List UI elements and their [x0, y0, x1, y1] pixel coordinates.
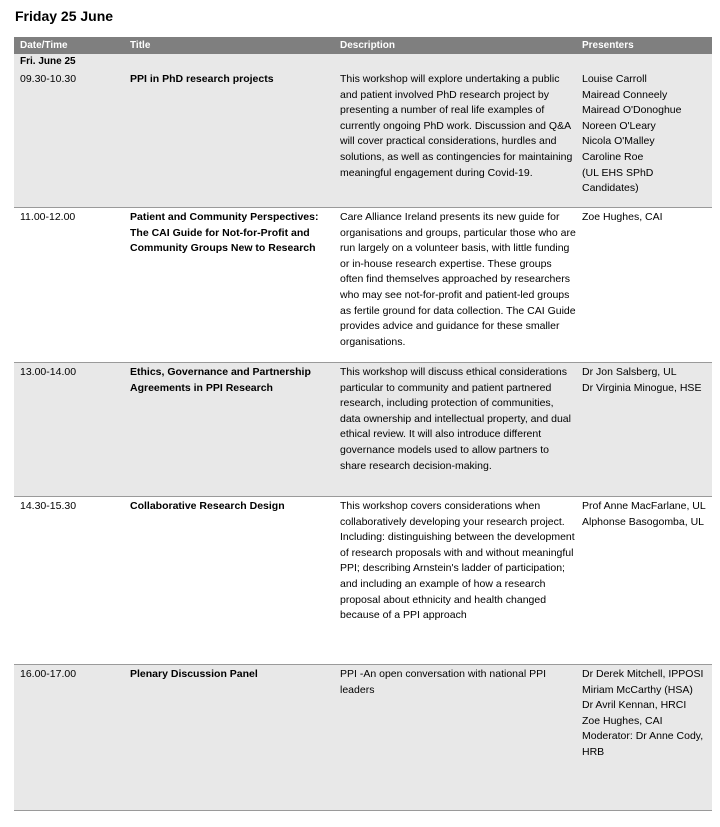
row-title: Patient and Community Perspectives: The CAI Guide for Not-for-Profit and Community Groups New to Research [130, 211, 319, 255]
row-title: Plenary Discussion Panel [130, 668, 258, 680]
row-title: Ethics, Governance and Partnership Agreements in PPI Research [130, 366, 311, 394]
page-title: Friday 25 June [15, 8, 114, 24]
table-row [14, 497, 712, 665]
table-row [14, 363, 712, 497]
table-row [14, 208, 712, 363]
schedule-table [14, 37, 712, 811]
day-row [14, 54, 712, 70]
row-time: 11.00-12.00 [20, 211, 76, 223]
row-description: This workshop will discuss ethical considerations particular to community and patient partnered research, including protection of communities, data ownership and intellectual property, and dual ethical review. It will also introduce different governance models used to allow partners to share research decision-making. [340, 366, 571, 472]
row-presenters: Zoe Hughes, CAI [582, 211, 663, 223]
row-title: Collaborative Research Design [130, 500, 285, 512]
row-presenters: Prof Anne MacFarlane, UL Alphonse Basogomba, UL [582, 500, 706, 528]
day-label: Fri. June 25 [20, 56, 76, 67]
header-date: Date/Time [20, 40, 68, 51]
header-presenters: Presenters [582, 40, 634, 51]
table-row [14, 665, 712, 811]
row-time: 13.00-14.00 [20, 366, 77, 378]
row-description: This workshop covers considerations when collaboratively developing your research project. Including: distinguishing between the development of research proposals with and without meaningful PPI; describing Arnstein's ladder of participation; and including an example of how a research proposal about ethnicity and health changed because of a PPI approach [340, 500, 575, 622]
row-time: 09.30-10.30 [20, 73, 77, 85]
row-time: 14.30-15.30 [20, 500, 77, 512]
row-title: PPI in PhD research projects [130, 73, 274, 85]
table-header [14, 37, 712, 54]
row-presenters: Dr Jon Salsberg, UL Dr Virginia Minogue, HSE [582, 366, 702, 394]
header-description: Description [340, 40, 396, 51]
row-description: This workshop will explore undertaking a public and patient involved PhD research project by presenting a number of real life examples of currently ongoing PhD work. Discussion and Q&A will cover practical considerations, hurdles and solutions, as well as contingencies for maintaining meaningful engagement during Covid-19. [340, 73, 573, 179]
row-description: Care Alliance Ireland presents its new guide for organisations and groups, particular those who are run largely on a volunteer basis, with little funding or in-house research expertise. These groups often find themselves approached by researchers who may see not-for-profit and patient-led groups as fertile ground for data collection. The CAI Guide provides advice and guidance for these smaller organisations. [340, 211, 576, 348]
row-description: PPI -An open conversation with national PPI leaders [340, 668, 547, 696]
row-presenters: Dr Derek Mitchell, IPPOSI Miriam McCarthy (HSA) Dr Avril Kennan, HRCI Zoe Hughes, CAI Moderator: Dr Anne Cody, HRB [582, 668, 704, 758]
header-title: Title [130, 40, 151, 51]
row-presenters: Louise Carroll Mairead Conneely Mairead O'Donoghue Noreen O'Leary Nicola O'Malley Caroline Roe (UL EHS SPhD Candidates) [582, 73, 682, 195]
table-row [14, 70, 712, 208]
row-time: 16.00-17.00 [20, 668, 77, 680]
